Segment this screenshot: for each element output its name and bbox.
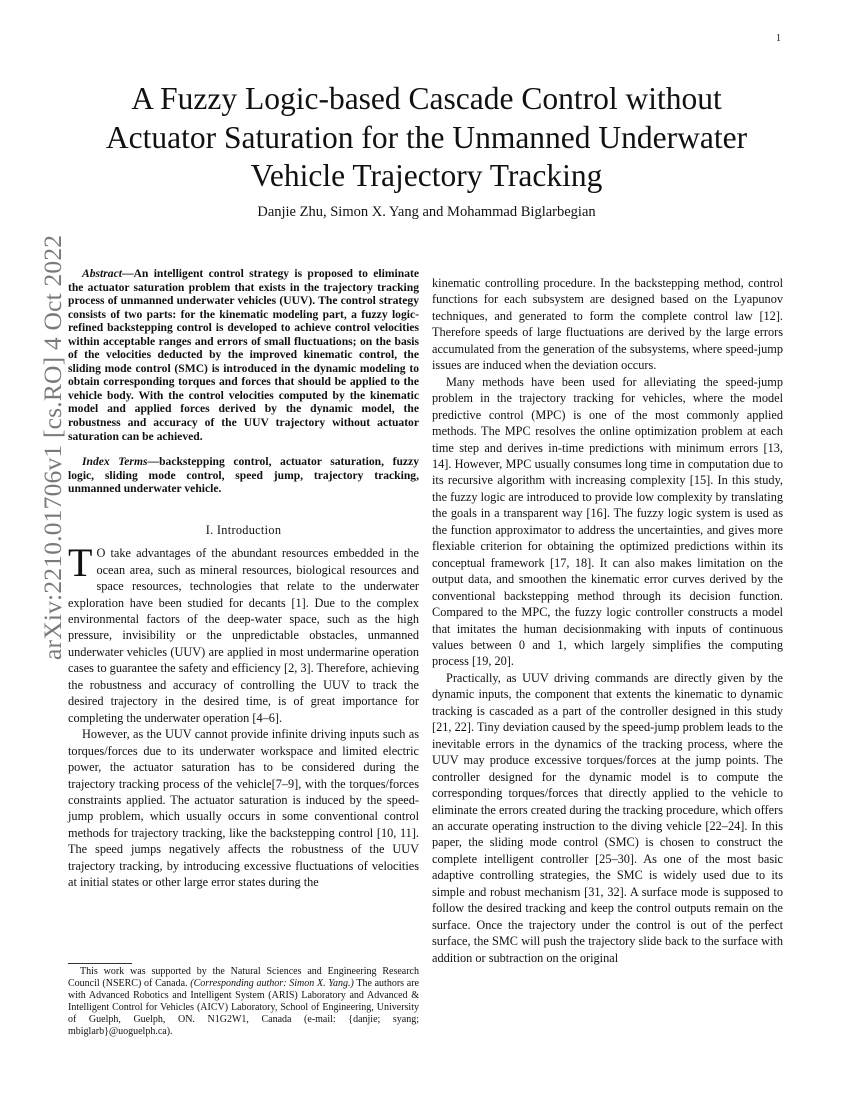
footnote bbox=[68, 966, 419, 1039]
page-number: 1 bbox=[776, 33, 781, 44]
drop-cap: T bbox=[68, 540, 93, 586]
title-line: Actuator Saturation for the Unmanned Underwater bbox=[105, 119, 748, 155]
body-paragraph: Practically, as UUV driving commands are directly given by the dynamic inputs, the component that extents the kinematic to dynamic tracking is cascaded as a part of the controller designed in this study [21, 22]. Tiny deviation caused by the speed-jump problem leads to the inevitable errors in the dynamics of the tracking process, where the UUV may produce excessive torques/forces at the jump points. The controller designed for the dynamic model is to compute the corresponding torques/forces that directly applied to the vehicle to eliminate the errors created during the tracking procedure, which offers an accurate operating instruction to the diving vehicle [22–24]. In this paper, the sliding mode control (SMC) is chosen to construct the complete intelligent controller [25–30]. As one of the most basic adaptive controlling strategies, the SMC is widely used due to its simple and robust mechanism [31, 32]. A surface mode is supposed to follow the desired tracking and keep the control outputs remain on the surface. Once the trajectory under the control is out of the perfect surface, the SMC will push the trajectory slide back to the surface with addition or subtraction on the original bbox=[432, 670, 783, 965]
intro-paragraph-text: O take advantages of the abundant resources embedded in the ocean area, such as mineral resources, biological resources and space resources, technologies that relate to the underwater exploration have been studied for decants [1]. Due to the complex environmental factors of the deep-water space, such as the high pressure, invisibility or the unpredictable obstacles, unmanned underwater vehicles (UUV) are applied in most undermarine operation cases to guarantee the safety and efficiency [2, 3]. Therefore, achieving the robustness and accuracy of controlling the UUV to track the desired trajectory in the desired time, is of great importance for completing the underwater operation [4–6]. bbox=[68, 546, 419, 725]
title-line: Vehicle Trajectory Tracking bbox=[250, 158, 603, 193]
author-list: Danjie Zhu, Simon X. Yang and Mohammad Biglarbegian bbox=[257, 204, 596, 220]
abstract bbox=[68, 267, 419, 443]
footnote-corresponding-author: (Corresponding author: Simon X. Yang.) bbox=[190, 978, 354, 990]
paper-title bbox=[68, 80, 785, 196]
intro-paragraph bbox=[68, 540, 419, 726]
footnote-affiliation: The authors are with Advanced Robotics and Intelligent System (ARIS) Laboratory and Advanced & Intelligent Control for Vehicles (AICV) Laboratory, School of Engineering, University of Guelph, Guelph, ON. N1G2W1, Canada (e-mail: {danjie; syang; mbiglarb}@uoguelph.ca). bbox=[68, 978, 419, 1038]
left-column bbox=[68, 267, 419, 891]
index-terms bbox=[68, 455, 419, 496]
right-column bbox=[432, 275, 783, 966]
index-terms-label: Index Terms bbox=[82, 455, 148, 469]
section-heading-introduction: I. Introduction bbox=[205, 522, 282, 537]
abstract-text: —An intelligent control strategy is proposed to eliminate the actuator saturation problem that exists in the trajectory tracking process of unmanned underwater vehicles (UUV). The control strategy consists of two parts: for the kinematic modeling part, a fuzzy logic-refined backstepping control is developed to achieve control velocities within acceptable ranges and errors of small fluctuations; on the basis of the velocities deducted by the improved kinematic control, the sliding mode control (SMC) is introduced in the dynamic modeling to obtain corresponding torques and forces that should be applied to the vehicle body. With the control velocities computed by the kinematic model and applied forces derived by the dynamic model, the robustness and accuracy of the UUV trajectory without actuator saturation can be achieved. bbox=[68, 267, 419, 443]
abstract-label: Abstract bbox=[82, 267, 122, 280]
footnote-divider bbox=[68, 963, 132, 964]
index-terms-text: —backstepping control, actuator saturation, fuzzy logic, sliding mode control, speed jump, trajectory tracking, unmanned underwater vehicle. bbox=[68, 455, 419, 496]
footnote-funding: This work was supported by the Natural Sciences and Engineering Research Council (NSERC) of Canada. bbox=[68, 966, 419, 990]
body-paragraph: kinematic controlling procedure. In the backstepping method, control functions for each subsystem are designed based on the Lyapunov techniques, and generated to form the complete control law [12]. Therefore speeds of large fluctuations are derived by the large errors accumulated from the generation of the subsystems, where speed-jump issues are induced when the deviation occurs. bbox=[432, 276, 783, 373]
title-line: A Fuzzy Logic-based Cascade Control without bbox=[131, 81, 722, 116]
intro-paragraph: However, as the UUV cannot provide infinite driving inputs such as torques/forces due to its underwater workspace and limited electric power, the actuator saturation has to be considered during the trajectory tracking process of the vehicle[7–9], with the torques/forces constraints applied. The actuator saturation is induced by the speed-jump problem, which usually occurs in some conventional control methods for trajectory tracking, like the backstepping control [10, 11]. The speed jumps negatively affects the robustness of the UUV trajectory tracking, by introducing excessive fluctuations of velocities at initial states or other large error states during the bbox=[68, 727, 419, 890]
arxiv-identifier: arXiv:2210.01706v1 [cs.RO] 4 Oct 2022 bbox=[38, 234, 67, 660]
body-paragraph: Many methods have been used for alleviating the speed-jump problem in the trajectory tracking for vehicles, where the model predictive control (MPC) is one of the most commonly applied methods. The MPC resolves the online optimization problem at each time step and derives in-time predictions with minimum errors [13, 14]. However, MPC usually consumes long time in computation due to its recursive algorithm with increasing complexity [15]. In this study, the fuzzy logic are introduced to provide low complexity by translating the goals in a transparent way [16]. The fuzzy logic system is used as the function approximator to address the uncertainties, and gives more flexiable criterion for obtaining the optimized predictions within its conceptual framework [17, 18]. It can also makes limitation on the output data, and smoothen the kinematic error curves derived by the conventional backstepping method through its decision function. Compared to the MPC, the fuzzy logic controller constructs a model that imitates the human decisionmaking with inputs of continuous values between 0 and 1, which largely simplifies the computing process [19, 20]. bbox=[432, 374, 783, 669]
